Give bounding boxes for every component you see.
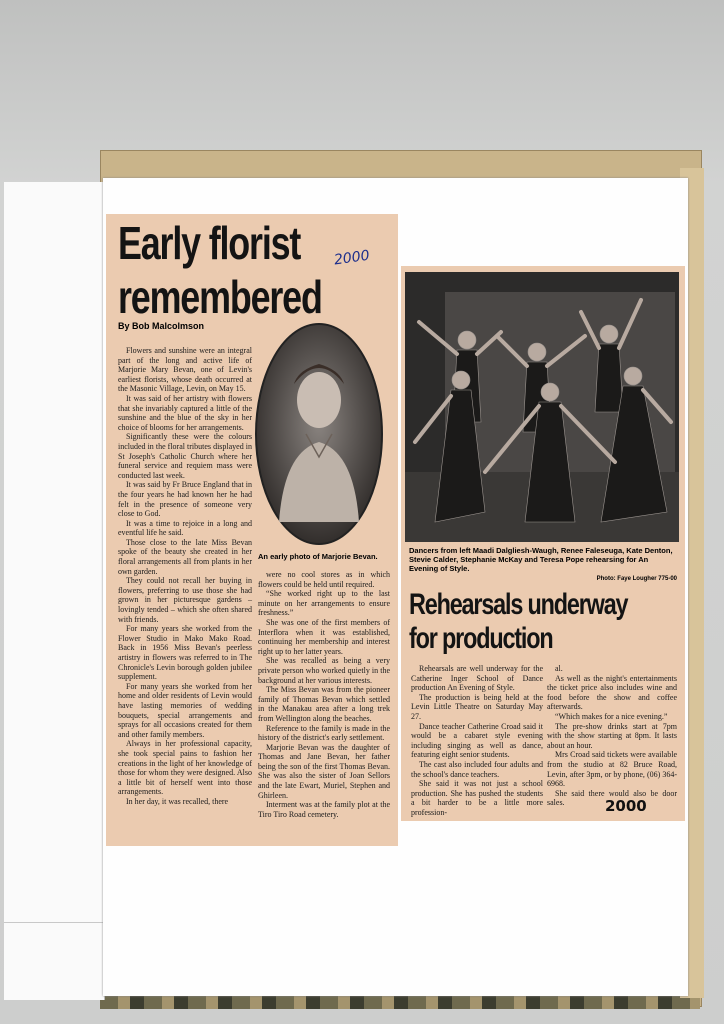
dancers-photo xyxy=(405,272,679,542)
paragraph: al. xyxy=(555,664,563,673)
paragraph: She was one of the first members of Interflora when it was established, continuing her membership and interest right up to her latter years. xyxy=(258,617,390,656)
paragraph: For many years she worked from the Flower Studio in Mako Mako Road. Back in 1956 Miss Bevan's peerless artistry in flowers was referred to in The Chronicle's Levin borough golden jubilee supplement. xyxy=(118,624,252,682)
paragraph: Significantly these were the colours included in the floral tributes displayed in St Joseph's Catholic Church where her funeral service and requiem mass were conducted last week. xyxy=(118,432,252,480)
article1-column1 xyxy=(118,346,252,807)
article2-column2 xyxy=(547,664,677,808)
paragraph: She was recalled as being a very private person who worked quietly in the background at her various interests. xyxy=(258,656,390,685)
paragraph: They could not recall her buying in flowers, preferring to use those she had grown in her picturesque gardens – lovingly tended – which she often shared with friends. xyxy=(118,576,252,624)
paragraph: The pre-show drinks start at 7pm with the show starting at 8pm. It lasts about an hour. xyxy=(547,721,677,750)
paragraph: As well as the night's entertainments the ticket price also includes wine and food before the show and coffee afterwards. xyxy=(547,673,677,712)
headline-line1: Early florist xyxy=(118,217,301,269)
clipping-early-florist xyxy=(106,214,398,846)
paragraph: Dance teacher Catherine Croad said it would be a cabaret style evening including singing as well as dance, featuring eight senior students. xyxy=(411,721,543,760)
photo-credit: Photo: Faye Lougher 775-00 xyxy=(596,576,677,582)
paragraph: “Which makes for a nice evening.” xyxy=(555,711,668,721)
paragraph: “She worked right up to the last minute on her arrangements to ensure freshness.” xyxy=(258,589,390,618)
headline-line2: for production xyxy=(409,622,553,655)
left-album-page xyxy=(4,182,105,1000)
paragraph: For many years she worked from her home and older residents of Levin would have lasting memories of wedding bouquets, special arrangements and sprays for all occasions created for them and other family members. xyxy=(118,681,252,739)
article2-column1 xyxy=(411,664,543,818)
article1-column2 xyxy=(258,570,390,819)
paragraph: She said there would also be door sales. xyxy=(547,788,677,808)
paragraph: She said it was not just a school production. She has pushed the students a bit harder to be a little more profession- xyxy=(411,779,543,817)
paragraph: In her day, it was recalled, there xyxy=(126,796,229,806)
paragraph: Always in her professional capacity, she took special pains to fashion her creations in the light of her knowledge of those for whom they were designed. Also a little bit of herself went into those arrangements. xyxy=(118,739,252,797)
byline: By Bob Malcolmson xyxy=(118,321,205,331)
dancers-caption: Dancers from left Maadi Dalgliesh-Waugh, Renee Faleseuga, Kate Denton, Stevie Calder, Stephanie McKay and Teresa Pope rehearsing for An Evening of Style. xyxy=(409,546,673,573)
page-fold xyxy=(4,922,104,923)
paragraph: The cast also included four adults and the school's dance teachers. xyxy=(411,759,543,779)
paragraph: Rehearsals are well underway for the Catherine Inger School of Dance production An Evening of Style. xyxy=(411,664,543,693)
paragraph: Reference to the family is made in the history of the district's early settlement. xyxy=(258,723,390,743)
portrait-photo xyxy=(254,322,384,547)
paragraph: Those close to the late Miss Bevan spoke of the beauty she created in her floral arrangements all from plants in her own garden. xyxy=(118,537,252,576)
paragraph: Interment was at the family plot at the Tiro Tiro Road cemetery. xyxy=(258,800,390,819)
portrait-caption: An early photo of Marjorie Bevan. xyxy=(258,552,378,561)
headline-line1: Rehearsals underway xyxy=(409,588,628,621)
paragraph: were no cool stores as in which flowers could be held until required. xyxy=(258,570,390,589)
clipping-rehearsals xyxy=(401,266,685,821)
handwritten-year: 2000 xyxy=(605,797,647,815)
paragraph: The production is being held at the Levin Little Theatre on Saturday May 27. xyxy=(411,692,543,721)
paragraph: It was said of her artistry with flowers that she invariably captured a little of the sunshine and the blue of the sky in her choice of blooms for her arrangements. xyxy=(118,393,252,432)
paragraph: It was said by Fr Bruce England that in the four years he had known her he had felt in the presence of someone very close to God. xyxy=(118,480,252,519)
paragraph: Flowers and sunshine were an integral part of the long and active life of Marjorie Mary Bevan, one of Levin's earliest florists, whose death occurred at the Masonic Village, Levin, on May 15. xyxy=(118,346,252,394)
headline-line2: remembered xyxy=(118,271,322,323)
handwritten-year: 2000 xyxy=(333,247,371,269)
paragraph: Mrs Croad said tickets were available from the studio at 82 Bruce Road, Levin, after 3pm, or by phone, (06) 364-6968. xyxy=(547,750,677,789)
paragraph: The Miss Bevan was from the pioneer family of Thomas Bevan which settled in the Manakau area after a long trek from Wellington along the beaches. xyxy=(258,685,390,723)
paragraph: It was a time to rejoice in a long and eventful life he said. xyxy=(118,518,252,538)
paragraph: Marjorie Bevan was the daughter of Thomas and Jane Bevan, her father being the son of the first Thomas Bevan. She was also the sister of Joan Sellors and the late Ewart, Muriel, Stephen and Ghirleen. xyxy=(258,742,390,800)
